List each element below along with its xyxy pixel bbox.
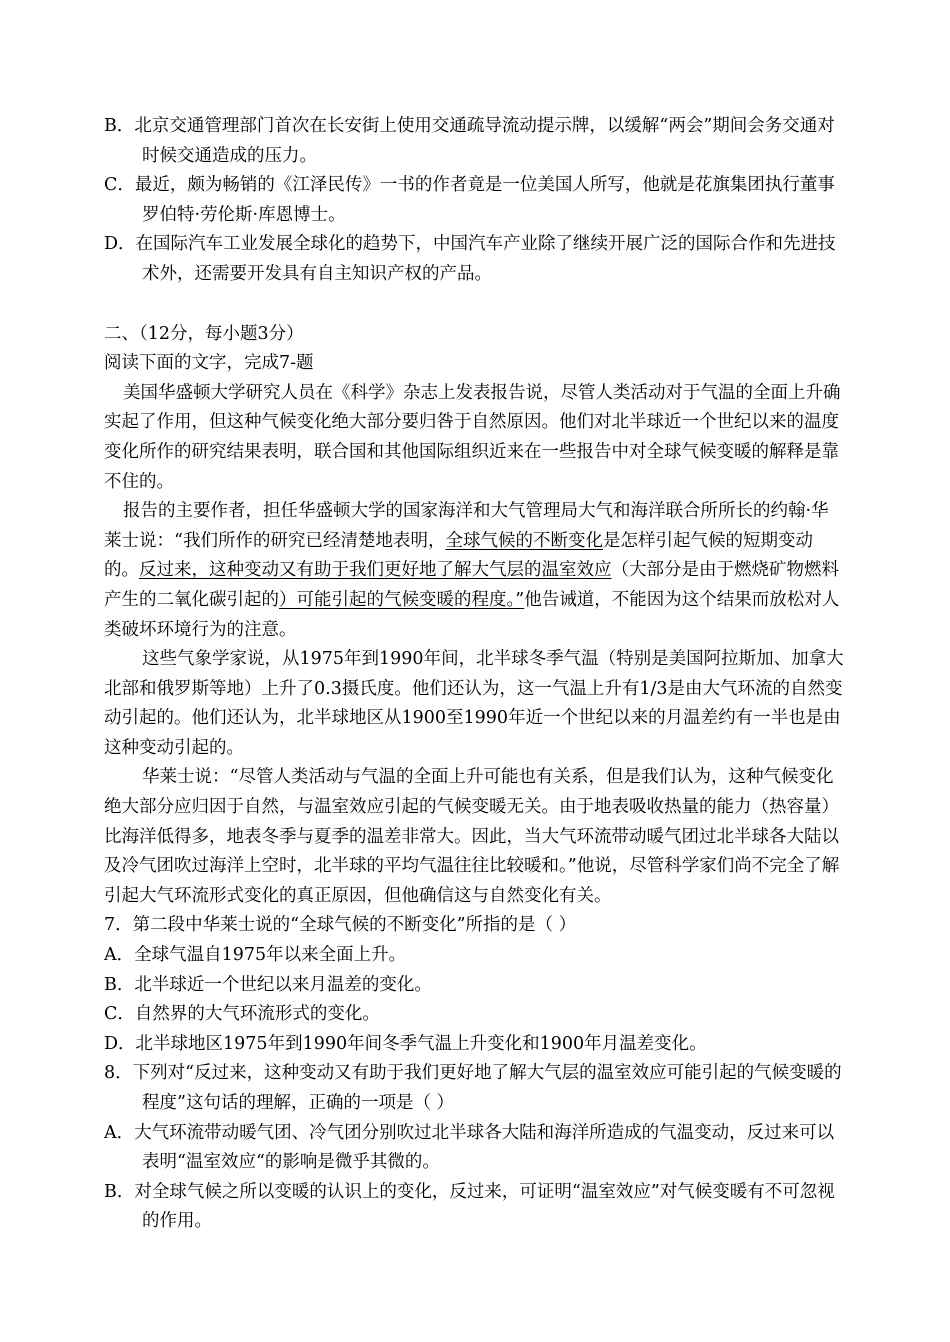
option-text: 北半球近一个世纪以来月温差的变化。 bbox=[134, 974, 432, 995]
option-label: C． bbox=[104, 1004, 135, 1025]
underlined-phrase-1: 全球气候的不断变化 bbox=[445, 530, 603, 551]
option-text: 对全球气候之所以变暖的认识上的变化，反过来，可证明“温室效应”对气候变暖有不可忽视的作用。 bbox=[134, 1181, 835, 1232]
passage-paragraph-4: 华莱士说：“尽管人类活动与气温的全面上升可能也有关系，但是我们认为，这种气候变化绝大部分应归因于自然，与温室效应引起的气候变暖无关。由于地表吸收热量的能力（热容量）比海洋低得多，地表冬季与夏季的温差非常大。因此，当大气环流带动暖气团过北半球各大陆以及冷气团吹过海洋上空时，北半球的平均气温往往比较暖和。”他说，尽管科学家们尚不完全了解引起大气环流形式变化的真正原因，但他确信这与自然变化有关。 bbox=[104, 767, 840, 906]
passage-paragraph-2 bbox=[104, 497, 846, 645]
section-instruction: 阅读下面的文字，完成7-题 bbox=[104, 353, 314, 374]
section-heading: 二、（12分，每小题3分） bbox=[104, 323, 304, 344]
passage-paragraph-3: 这些气象学家说，从1975年到1990年间，北半球冬季气温（特别是美国阿拉斯加、加拿大北部和俄罗斯等地）上升了0.3摄氏度。他们还认为，这一气温上升有1/3是由大气环流的自然变动引起的。他们还认为，北半球地区从1900至1990年近一个世纪以来的月温差约有一半也是由这种变动引起的。 bbox=[104, 649, 844, 758]
option-text: 北京交通管理部门首次在长安街上使用交通疏导流动提示牌，以缓解“两会”期间会务交通对时候交通造成的压力。 bbox=[134, 116, 835, 166]
spacer bbox=[104, 290, 846, 320]
option-label: A． bbox=[104, 945, 135, 966]
paragraph-text: 是怎样引起气候的短期变动的。 bbox=[104, 530, 813, 581]
paragraph-text: （大部分是由于燃烧矿物燃料产生的二氧化碳引起的 bbox=[104, 560, 839, 610]
passage-paragraph-1: 美国华盛顿大学研究人员在《科学》杂志上发表报告说，尽管人类活动对于气温的全面上升确实起了作用，但这种气候变化绝大部分要归咎于自然原因。他们对北半球近一个世纪以来的温度变化所作的研究结果表明，联合国和其他国际组织近来在一些报告中对全球气候变暖的解释是靠不住的。 bbox=[104, 382, 841, 492]
option-text: 在国际汽车工业发展全球化的趋势下，中国汽车产业除了继续开展广泛的国际合作和先进技术外，还需要开发具有自主知识产权的产品。 bbox=[135, 234, 836, 284]
option-text: 大气环流带动暖气团、冷气团分别吹过北半球各大陆和海洋所造成的气温变动，反过来可以表明“温室效应“的影响是微乎其微的。 bbox=[134, 1122, 835, 1173]
underlined-phrase-2: 反过来，这种变动又有助于我们更好地了解大气层的温室效应 bbox=[139, 560, 612, 581]
q7-option-b bbox=[104, 971, 846, 1001]
option-label: B． bbox=[104, 116, 135, 136]
option-c-prev bbox=[104, 171, 846, 230]
document-page bbox=[104, 112, 846, 1237]
question-8-stem: 8．下列对“反过来，这种变动又有助于我们更好地了解大气层的温室效应可能引起的气候变暖的程度”这句话的理解，正确的一项是（ ） bbox=[104, 1063, 842, 1113]
q8-option-a bbox=[104, 1119, 846, 1178]
option-label: C． bbox=[104, 175, 135, 196]
option-label: B． bbox=[104, 1181, 135, 1202]
option-label: A． bbox=[104, 1122, 135, 1143]
q7-option-d bbox=[104, 1030, 846, 1060]
option-label: B． bbox=[104, 974, 135, 995]
question-7-stem: 7．第二段中华莱士说的“全球气候的不断变化”所指的是（ ） bbox=[104, 915, 577, 936]
paragraph-text: 他告诫道，不能因为这个结果而放松对人类破坏环境行为的注意。 bbox=[104, 589, 840, 640]
option-text: 北半球地区1975年到1990年间冬季气温上升变化和1900年月温差变化。 bbox=[135, 1033, 707, 1054]
option-text: 全球气温自1975年以来全面上升。 bbox=[134, 945, 407, 966]
paragraph-text: 报告的主要作者，担任华盛顿大学的国家海洋和大气管理局大气和海洋联合所所长的约翰·华莱士说：“我们所作的研究已经清楚地表明， bbox=[104, 501, 829, 551]
option-label: D． bbox=[104, 1033, 136, 1054]
q8-option-b bbox=[104, 1178, 846, 1237]
option-b-prev bbox=[104, 112, 846, 171]
option-text: 最近，颇为畅销的《江泽民传》一书的作者竟是一位美国人所写，他就是花旗集团执行董事罗伯特·劳伦斯·库恩博士。 bbox=[134, 175, 835, 225]
option-d-prev bbox=[104, 230, 846, 289]
q7-option-c bbox=[104, 1000, 846, 1030]
option-label: D． bbox=[104, 234, 136, 255]
underlined-phrase-3: ）可能引起的气候变暖的程度。” bbox=[279, 589, 525, 610]
q7-option-a bbox=[104, 941, 846, 971]
option-text: 自然界的大气环流形式的变化。 bbox=[134, 1004, 380, 1025]
